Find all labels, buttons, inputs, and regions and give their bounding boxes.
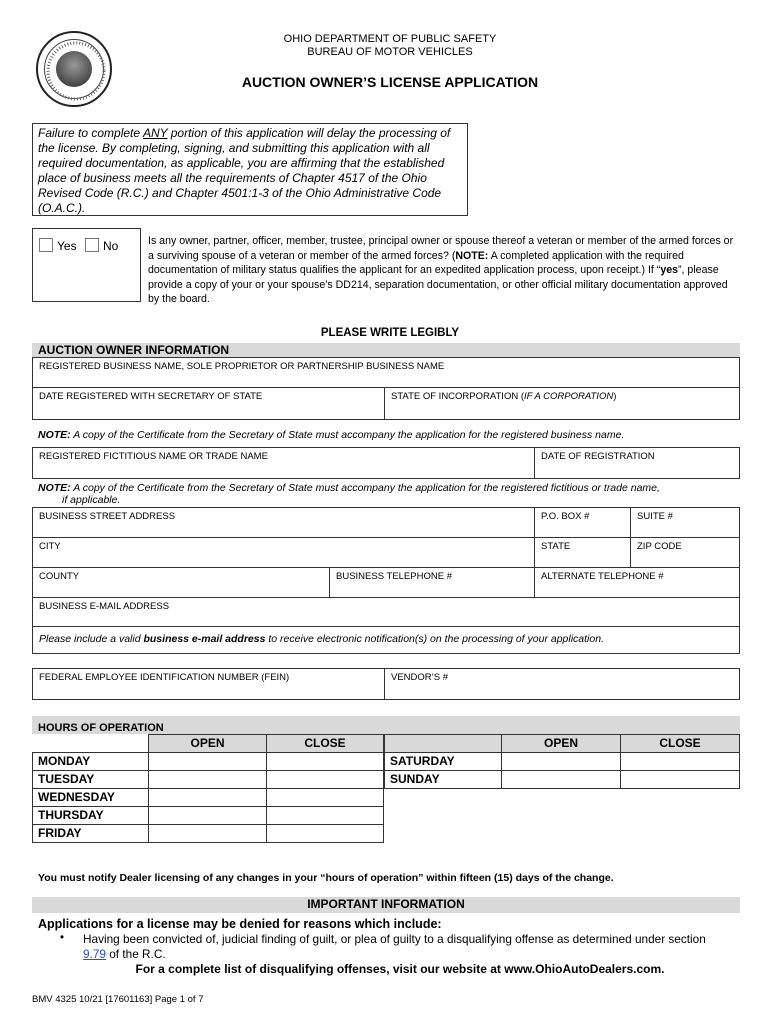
business-name-label: REGISTERED BUSINESS NAME, SOLE PROPRIETOR OR PARTNERSHIP BUSINESS NAME <box>39 361 445 372</box>
business-name-field[interactable] <box>32 357 740 388</box>
day-wednesday: WEDNESDAY <box>32 788 149 807</box>
weekday-open-header: OPEN <box>148 734 267 753</box>
bullet-text-b: of the R.C. <box>105 947 166 961</box>
section-979-link[interactable]: 9.79 <box>83 947 106 961</box>
state-label: STATE <box>541 541 571 552</box>
ohio-seal-logo <box>36 31 112 107</box>
tuesday-close-input[interactable] <box>266 770 384 789</box>
veteran-note-word: NOTE: <box>455 249 489 262</box>
website-text: For a complete list of disqualifying offenses, visit our website at www.OhioAutoDealers.com. <box>135 962 665 976</box>
business-phone-field[interactable] <box>329 567 535 598</box>
note-trade-certificate <box>38 482 660 495</box>
street-address-field[interactable] <box>32 507 535 538</box>
state-field[interactable] <box>534 537 631 568</box>
weekend-header-blank <box>384 734 502 753</box>
vendor-label: VENDOR’S # <box>391 672 449 683</box>
weekday-close-header: CLOSE <box>266 734 384 753</box>
note-trade-certificate-cont: if applicable. <box>62 494 121 506</box>
alternate-phone-field[interactable] <box>534 567 740 598</box>
day-saturday: SATURDAY <box>384 752 502 771</box>
veteran-question <box>148 234 738 307</box>
state-inc-label-b: IF A CORPORATION <box>524 391 614 402</box>
thursday-open-input[interactable] <box>148 806 267 825</box>
note1-text: A copy of the Certificate from the Secretary of State must accompany the application for the registered business name. <box>70 429 625 441</box>
note-business-certificate <box>38 429 624 442</box>
thursday-close-input[interactable] <box>266 806 384 825</box>
veteran-yes-label: Yes <box>57 239 77 253</box>
form-title: AUCTION OWNER’S LICENSE APPLICATION <box>241 74 539 90</box>
email-note-c: to receive electronic notification(s) on the processing of your application. <box>265 633 604 645</box>
zip-label: ZIP CODE <box>637 541 682 552</box>
veteran-no-checkbox[interactable] <box>85 238 99 252</box>
hours-notify-text: You must notify Dealer licensing of any changes in your “hours of operation” within fifteen (15) days of the change. <box>38 872 614 884</box>
veteran-no-label: No <box>103 239 119 253</box>
veteran-answer-box <box>32 228 141 302</box>
denial-intro: Applications for a license may be denied for reasons which include: <box>38 917 442 931</box>
state-inc-label-c: ) <box>613 391 617 402</box>
veteran-q-part3: ”, please provide a copy of your or your spouse’s DD214, separation documentation, or other official military documentation approved by the board. <box>148 264 728 306</box>
date-registered-label: DATE REGISTERED WITH SECRETARY OF STATE <box>39 391 263 402</box>
county-field[interactable] <box>32 567 330 598</box>
day-monday: MONDAY <box>32 752 149 771</box>
veteran-q-part1: Is any owner, partner, officer, member, trustee, principal owner or spouse thereof a veteran or member of the armed forces or a surviving spouse of a veteran or member of the armed forces? ( <box>148 235 734 262</box>
fictitious-label: REGISTERED FICTITIOUS NAME OR TRADE NAME <box>39 451 268 462</box>
suite-field[interactable] <box>630 507 740 538</box>
fein-field[interactable] <box>32 668 385 700</box>
important-section-heading: IMPORTANT INFORMATION <box>32 897 740 913</box>
city-field[interactable] <box>32 537 535 568</box>
form-footer: BMV 4325 10/21 [17601163] Page 1 of 7 <box>32 994 204 1005</box>
veteran-q-part2: A completed application with the required documentation of military status qualifies the applicant for an expedited application process, upon receipt.) If “ <box>148 249 684 277</box>
veteran-yes-word: yes <box>660 264 679 277</box>
date-registered-field[interactable] <box>32 387 385 420</box>
state-incorporation-field[interactable] <box>384 387 740 420</box>
note2-label: NOTE: <box>38 482 71 494</box>
saturday-open-input[interactable] <box>501 752 621 771</box>
friday-open-input[interactable] <box>148 824 267 843</box>
day-tuesday: TUESDAY <box>32 770 149 789</box>
notice-any: ANY <box>142 126 168 140</box>
friday-close-input[interactable] <box>266 824 384 843</box>
notice-text-1: Failure to complete <box>38 126 143 140</box>
business-email-field[interactable] <box>32 597 740 627</box>
day-sunday: SUNDAY <box>384 770 502 789</box>
failure-notice <box>32 123 468 216</box>
po-box-field[interactable] <box>534 507 631 538</box>
street-label: BUSINESS STREET ADDRESS <box>39 511 176 522</box>
pobox-label: P.O. BOX # <box>541 511 590 522</box>
hours-section-heading: HOURS OF OPERATION <box>32 716 740 734</box>
wednesday-close-input[interactable] <box>266 788 384 807</box>
owner-section-heading: AUCTION OWNER INFORMATION <box>32 343 740 357</box>
write-legibly: PLEASE WRITE LEGIBLY <box>320 327 460 339</box>
monday-open-input[interactable] <box>148 752 267 771</box>
veteran-yes-checkbox[interactable] <box>39 238 53 252</box>
seal-ticks <box>38 33 114 109</box>
agency-name: OHIO DEPARTMENT OF PUBLIC SAFETY <box>283 33 497 45</box>
email-label: BUSINESS E-MAIL ADDRESS <box>39 601 170 612</box>
email-note-b: business e-mail address <box>143 633 266 645</box>
disqualifying-bullet <box>83 932 723 962</box>
day-friday: FRIDAY <box>32 824 149 843</box>
bullet-text-a: Having been convicted of, judicial finding of guilt, or plea of guilty to a disqualifying offense as determined under section <box>83 932 706 946</box>
alt-phone-label: ALTERNATE TELEPHONE # <box>541 571 664 582</box>
bullet-dot: • <box>60 932 65 944</box>
weekend-open-header: OPEN <box>501 734 621 753</box>
vendor-number-field[interactable] <box>384 668 740 700</box>
phone-label: BUSINESS TELEPHONE # <box>336 571 452 582</box>
email-note-a: Please include a valid <box>39 633 144 645</box>
wednesday-open-input[interactable] <box>148 788 267 807</box>
city-label: CITY <box>39 541 61 552</box>
sunday-open-input[interactable] <box>501 770 621 789</box>
fictitious-name-field[interactable] <box>32 447 535 479</box>
suite-label: SUITE # <box>637 511 673 522</box>
date-registration-label: DATE OF REGISTRATION <box>541 451 655 462</box>
state-inc-label-a: STATE OF INCORPORATION ( <box>391 391 524 402</box>
fein-label: FEDERAL EMPLOYEE IDENTIFICATION NUMBER (FEIN) <box>39 672 290 683</box>
monday-close-input[interactable] <box>266 752 384 771</box>
note2-text: A copy of the Certificate from the Secretary of State must accompany the application for the registered fictitious or trade name, <box>70 482 660 494</box>
email-note <box>32 626 740 654</box>
sunday-close-input[interactable] <box>620 770 740 789</box>
saturday-close-input[interactable] <box>620 752 740 771</box>
notice-text-2: portion of this application will delay the processing of the license. By completing, signing, and submitting this application with all required documentation, as applicable, you are affirming that the established place of business meets all the requirements of Chapter 4517 of the Ohio Revised Code (R.C.) and Chapter 4501:1-3 of the Ohio Administrative Code (O.A.C.). <box>38 126 451 215</box>
zip-field[interactable] <box>630 537 740 568</box>
day-thursday: THURSDAY <box>32 806 149 825</box>
tuesday-open-input[interactable] <box>148 770 267 789</box>
weekend-close-header: CLOSE <box>620 734 740 753</box>
county-label: COUNTY <box>39 571 80 582</box>
date-of-registration-field[interactable] <box>534 447 740 479</box>
bureau-name: BUREAU OF MOTOR VEHICLES <box>307 46 473 58</box>
note1-label: NOTE: <box>38 429 71 441</box>
